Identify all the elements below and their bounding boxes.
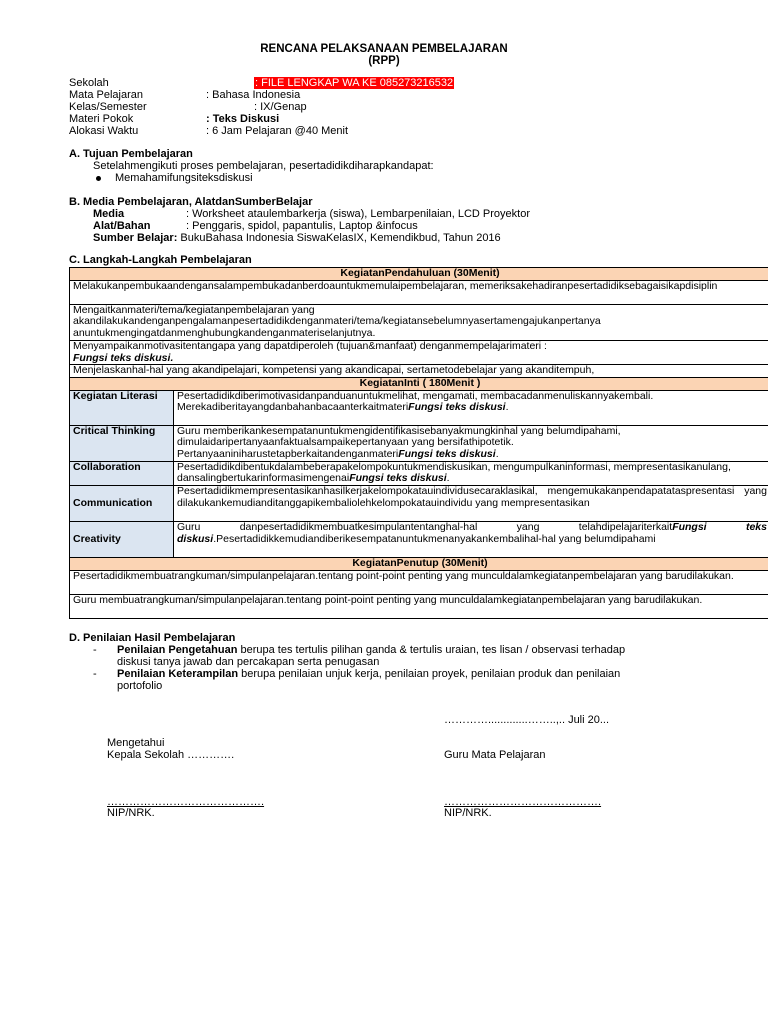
inti-label-literasi: Kegiatan Literasi — [70, 390, 174, 425]
literasi-tail: . — [505, 401, 509, 414]
identity-value-kelas: : IX/Genap — [254, 101, 307, 113]
pendahuluan-row-1: Melakukanpembukaandengansalampembukadanberdoauntukmemulaipembelajaran, memeriksakehadiranpesertadidiksebagaisikapdisiplin — [70, 280, 768, 304]
sumber-value: BukuBahasa Indonesia SiswaKelasIX, Kemendikbud, Tahun 2016 — [177, 232, 501, 244]
pendahuluan-row-2: Mengaitkanmateri/tema/kegiatanpembelajaran yang akandilakukandenganpengalamanpesertadidikdenganmateri/tema/kegiatansebelumnyasertamengajukanpertanya anuntukmengingatdanmenghubungkandenganmateriselanjutnya. — [70, 304, 768, 340]
section-a-heading: A. Tujuan Pembelajaran — [69, 148, 193, 160]
collaboration-text: Pesertadidikdibentukdalambeberapakelompokuntukmendiskusikan, mengumpulkaninformasi, mempresentasikanulang, dansalingbertukarinformasimengenai — [177, 461, 731, 485]
alat-value: : Penggaris, spidol, papantulis, Laptop &infocus — [186, 220, 418, 232]
collaboration-tail: . — [446, 472, 450, 485]
signature-nip-left: NIP/NRK. — [107, 807, 155, 819]
signature-nip-right: NIP/NRK. — [444, 807, 492, 819]
penutup-row-1: Pesertadidikmembuatrangkuman/simpulanpelajaran.tentang point-point penting yang munculdalamkegiatanpembelajaran yang barudilakukan. — [70, 570, 768, 594]
identity-label-alokasi: Alokasi Waktu — [69, 125, 139, 137]
document-title: RENCANA PELAKSANAAN PEMBELAJARAN — [260, 43, 508, 55]
literasi-emphasis: Fungsi teks diskusi — [408, 401, 506, 414]
pendahuluan-row-3 — [70, 340, 768, 364]
identity-value-sekolah: : FILE LENGKAP WA KE 085273216532 — [255, 77, 454, 89]
identity-label-kelas: Kelas/Semester — [69, 101, 147, 113]
signature-mengetahui: Mengetahui — [107, 737, 165, 749]
pendahuluan-row-4: Menjelaskanhal-hal yang akandipelajari, kompetensi yang akandicapai, sertametodebelajar yang akanditempuh, — [70, 365, 768, 378]
inti-content-critical — [174, 425, 768, 461]
penilaian-dash-2: - — [93, 668, 97, 680]
creativity-emphasis: Fungsi teks diskusi — [177, 521, 767, 545]
pendahuluan-row-3-text: Menyampaikanmotivasitentangapa yang dapatdiperoleh (tujuan&manfaat) denganmempelajarimateri : — [73, 340, 547, 352]
critical-line-2: Pertanyaaniniharustetapberkaitandenganmateri — [177, 448, 399, 461]
penilaian-item-2-cont: portofolio — [117, 680, 163, 692]
critical-line-1: Guru memberikankesempatanuntukmengidentifikasisebanyakmungkinhal yang belumdipahami, dimulaidaripertanyaanfaktualsampaikepertanyaan yang bersifathipotetik. — [177, 425, 621, 449]
penilaian-pengetahuan-label: Penilaian Pengetahuan — [117, 644, 238, 656]
inti-content-collaboration — [174, 461, 768, 485]
penilaian-pengetahuan-text: berupa tes tertulis pilihan ganda & tertulis uraian, tes lisan / observasi terhadap — [237, 644, 626, 656]
penilaian-item-1 — [117, 644, 625, 656]
identity-label-materi: Materi Pokok — [69, 113, 134, 125]
inti-content-creativity — [174, 522, 768, 558]
penilaian-dash-1: - — [93, 644, 97, 656]
inti-header: KegiatanInti ( 180Menit ) — [70, 377, 768, 390]
identity-label-sekolah: Sekolah — [69, 77, 109, 89]
inti-label-creativity: Creativity — [70, 522, 174, 558]
identity-label-mapel: Mata Pelajaran — [69, 89, 143, 101]
alat-label: Alat/Bahan — [93, 220, 151, 232]
penilaian-item-2 — [117, 668, 620, 680]
section-d-heading: D. Penilaian Hasil Pembelajaran — [69, 632, 236, 644]
literasi-line-2: Merekadiberitayangdanbahanbacaanterkaitmateri — [177, 401, 409, 414]
penilaian-keterampilan-label: Penilaian Keterampilan — [117, 668, 239, 680]
sumber-row — [93, 232, 501, 244]
pendahuluan-header: KegiatanPendahuluan (30Menit) — [70, 268, 768, 281]
critical-tail: . — [495, 448, 499, 461]
media-value: : Worksheet ataulembarkerja (siswa), Lembarpenilaian, LCD Proyektor — [186, 208, 530, 220]
inti-label-collaboration: Collaboration — [70, 461, 174, 485]
signature-line-left: ……………………………………. — [107, 796, 265, 808]
document-subtitle: (RPP) — [368, 55, 400, 67]
section-a-intro: Setelahmengikuti proses pembelajaran, pesertadidikdiharapkandapat: — [93, 160, 434, 172]
identity-value-alokasi: : 6 Jam Pelajaran @40 Menit — [206, 125, 349, 137]
section-a-bullet-item — [96, 172, 253, 184]
signature-line-right: ……………………………………. — [444, 796, 602, 808]
section-c-heading: C. Langkah-Langkah Pembelajaran — [69, 254, 252, 266]
signature-kepala: Kepala Sekolah …………. — [107, 749, 235, 761]
inti-label-communication: Communication — [70, 486, 174, 522]
identity-value-materi: : Teks Diskusi — [206, 113, 280, 125]
identity-value-mapel: : Bahasa Indonesia — [206, 89, 301, 101]
collaboration-emphasis: Fungsi teks diskusi — [349, 472, 447, 485]
literasi-line-1: Pesertadidikdiberimotivasidanpanduanuntukmelihat, mengamati, membacadanmenuliskannyakembali. — [177, 390, 654, 402]
creativity-text: Guru danpesertadidikmembuatkesimpulantentanghal-hal yang telahdipelajariterkait — [177, 521, 673, 534]
bullet-icon — [96, 176, 101, 181]
signature-date: ………….............……..,.. Juli 20... — [444, 714, 610, 726]
penutup-row-2: Guru membuatrangkuman/simpulanpelajaran.tentang point-point penting yang munculdalamkegiatanpembelajaran yang barudilakukan. — [70, 594, 768, 618]
sumber-label: Sumber Belajar: — [93, 232, 178, 244]
inti-label-critical: Critical Thinking — [70, 425, 174, 461]
penilaian-item-1-cont: diskusi tanya jawab dan percakapan serta penugasan — [117, 656, 380, 668]
penilaian-keterampilan-text: berupa penilaian unjuk kerja, penilaian proyek, penilaian produk dan penilaian — [238, 668, 621, 680]
inti-content-communication: Pesertadidikmempresentasikanhasilkerjakelompokatauindividusecaraklasikal, mengemukakanpendapatataspresentasi yang dilakukankemudianditanggapikembaliolehkelompokatauindividu yang mempresentasikan — [174, 486, 768, 522]
section-a-bullet-text: Memahamifungsiteksdiskusi — [115, 172, 253, 184]
creativity-tail: .Pesertadidikkemudiandiberikesempatanuntukmenanyakankembalihal-hal yang belumdipahami — [213, 532, 656, 545]
inti-content-literasi — [174, 390, 768, 425]
media-label: Media — [93, 208, 125, 220]
signature-guru: Guru Mata Pelajaran — [444, 749, 546, 761]
critical-emphasis: Fungsi teks diskusi — [398, 448, 496, 461]
learning-steps-table — [69, 267, 768, 619]
penutup-header: KegiatanPenutup (30Menit) — [70, 558, 768, 571]
section-b-heading: B. Media Pembelajaran, AlatdanSumberBelajar — [69, 196, 313, 208]
pendahuluan-row-3-emphasis: Fungsi teks diskusi. — [73, 351, 174, 364]
